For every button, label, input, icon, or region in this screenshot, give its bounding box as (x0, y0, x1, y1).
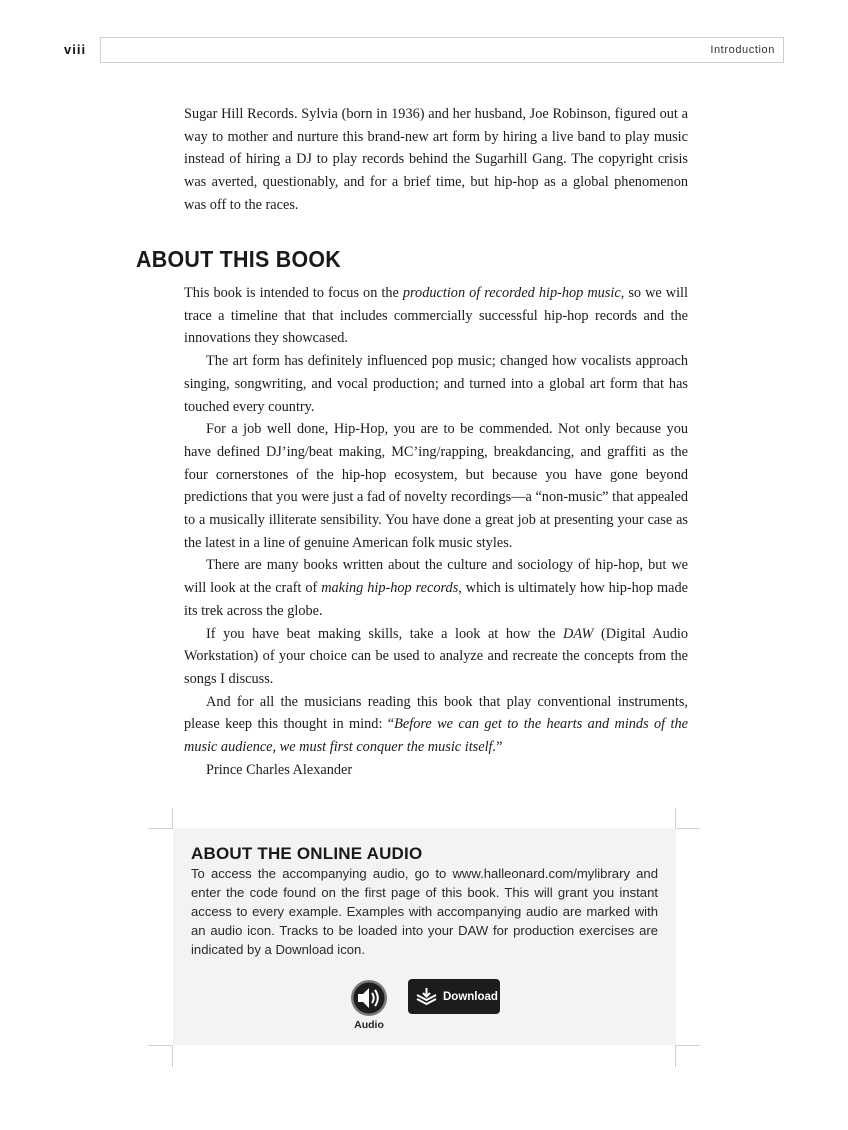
paragraph-5-text-end: (Digital Audio Workstation) of your choice can be used to analyze and recreate the concepts from the songs I discuss. (184, 625, 688, 687)
crop-mark (148, 1045, 173, 1046)
section-body (184, 282, 688, 781)
crop-mark (676, 828, 700, 829)
crop-mark (172, 1045, 173, 1067)
online-audio-sidebar (173, 828, 676, 1045)
paragraph-4-text: There are many books written about the culture and sociology of hip-hop, but we will look at the craft of (184, 557, 688, 597)
paragraph-5 (184, 623, 688, 691)
crop-mark (675, 1045, 676, 1067)
paragraph-1-text-end: , so we will trace a timeline that that includes commercially successful hip-hop records and the innovations they showcased. (184, 285, 689, 347)
crop-mark (148, 828, 173, 829)
paragraph-4-emphasis: making hip-hop records (321, 580, 459, 597)
sidebar-title: ABOUT THE ONLINE AUDIO (191, 844, 423, 863)
paragraph-5-emphasis: DAW (563, 625, 594, 642)
download-badge (408, 979, 500, 1014)
paragraph-6-text-end: ” (496, 739, 503, 756)
sidebar-body: To access the accompanying audio, go to www.halleonard.com/mylibrary and enter the code found on the first page of this book. This will grant you instant access to every example. Examples with accompanying audio are marked with an audio icon. Tracks to be loaded into your DAW for production exercises are indicated by a Download icon. (191, 866, 658, 957)
crop-mark (676, 1045, 700, 1046)
speaker-icon (350, 979, 388, 1017)
crop-mark (172, 808, 173, 828)
paragraph-4-text-end: , which is ultimately how hip-hop made its trek across the globe. (184, 580, 688, 619)
page-number: viii (64, 42, 87, 57)
paragraph-2: The art form has definitely influenced pop music; changed how vocalists approach singing, songwriting, and vocal production; and turned into a global art form that has touched every country. (184, 353, 688, 415)
paragraph-3: For a job well done, Hip-Hop, you are to be commended. Not only because you have defined DJ’ing/beat making, MC’ing/rapping, breakdancing, and graffiti as the four cornerstones of the hip-hop ecosystem, but because you have gone beyond predictions that you were just a fad of novelty recordings—a “non-music” that appealed to a musically illiterate sensibility. You have done a great job at presenting your case as the latest in a line of genuine American folk music styles. (184, 421, 688, 551)
section-heading: ABOUT THIS BOOK (136, 246, 342, 272)
running-header (100, 37, 784, 63)
author-signature: Prince Charles Alexander (206, 761, 353, 778)
paragraph-1 (184, 282, 688, 350)
crop-mark (675, 808, 676, 828)
paragraph-5-text: If you have beat making skills, take a look at how the (206, 625, 564, 642)
paragraph-1-text: This book is intended to focus on the (184, 285, 403, 301)
paragraph-6 (184, 691, 688, 759)
quote-emphasis: Before we can get to the hearts and minds of the music audience, we must first conquer the music itself. (184, 716, 688, 756)
running-head-title: Introduction (710, 44, 775, 56)
intro-paragraph-block (184, 103, 688, 217)
download-stack-icon (415, 987, 438, 1006)
paragraph-6-text: And for all the musicians reading this book that play conventional instruments, please keep this thought in mind: “ (184, 693, 688, 733)
paragraph-4 (184, 554, 688, 622)
intro-paragraph: Sugar Hill Records. Sylvia (born in 1936) and her husband, Joe Robinson, figured out a way to mother and nurture this brand-new art form by hiring a live band to play music instead of hiring a DJ to play records behind the Sugarhill Gang. The copyright crisis was averted, questionably, and for a brief time, but hip-hop as a global phenomenon was off to the races. (184, 106, 688, 213)
paragraph-1-emphasis: production of recorded hip-hop music (402, 285, 621, 301)
download-label: Download (443, 990, 498, 1003)
audio-icon-label: Audio (354, 1019, 384, 1031)
